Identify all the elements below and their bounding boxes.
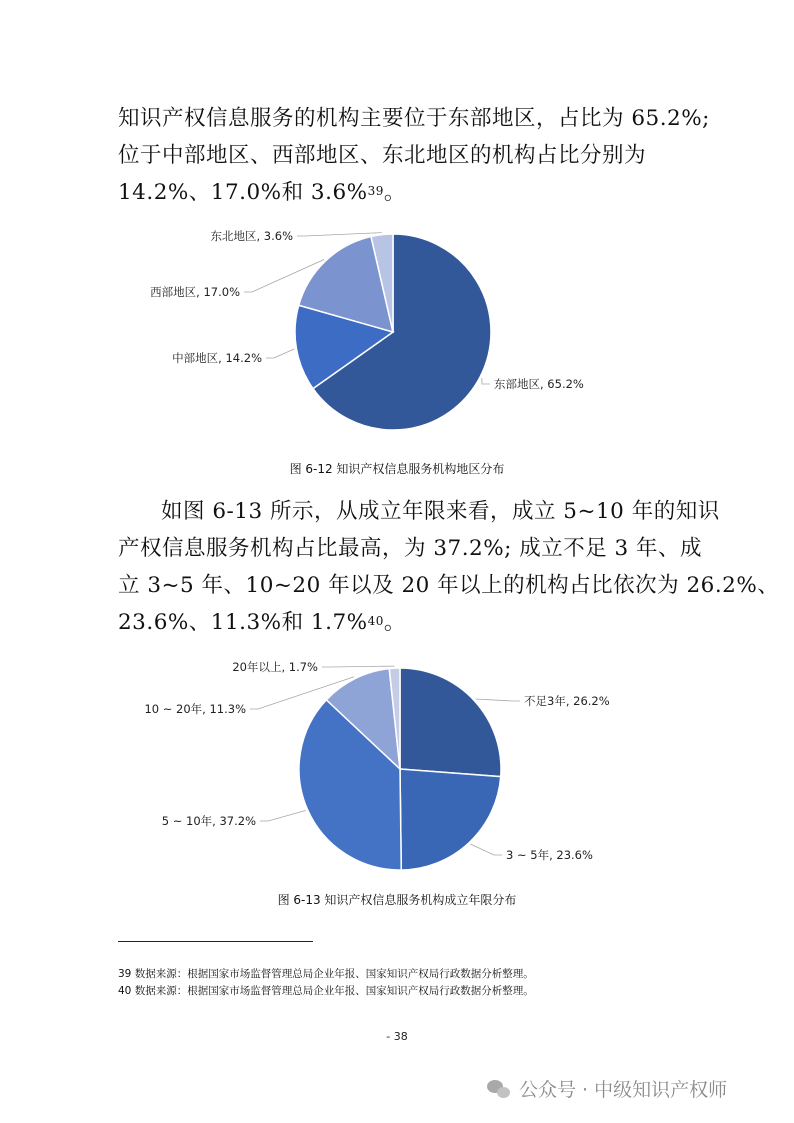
wechat-watermark [487,1075,727,1102]
footnote-separator [118,941,313,942]
paragraph-line: 知识产权信息服务的机构主要位于东部地区，占比为 65.2%; [118,106,710,131]
pie-leader-line [260,811,306,822]
pie-leader-line [266,349,294,358]
pie-label: 东部地区, 65.2% [494,377,584,391]
footnote-ref-39: 39 [367,184,384,198]
footnote-39: 39 数据来源：根据国家市场监督管理总局企业年报、国家知识产权局行政数据分析整理。 [118,968,534,980]
pie-slice [400,769,501,870]
region-pie-svg [0,222,794,444]
footnotes [118,966,534,1000]
wechat-icon [487,1079,511,1099]
pie-slice [400,668,501,777]
paragraph-line-text: 23.6%、11.3%和 1.7% [118,610,368,635]
pie-label: 东北地区, 3.6% [210,229,293,243]
footnote-40: 40 数据来源：根据国家市场监督管理总局企业年报、国家知识产权局行政数据分析整理。 [118,985,534,997]
pie-label: 中部地区, 14.2% [172,351,262,365]
footnote-ref-40: 40 [367,614,384,628]
pie-label: 20年以上, 1.7% [232,660,318,674]
paragraph-line: 位于中部地区、西部地区、东北地区的机构占比分别为 [118,143,647,168]
paragraph-line [118,604,678,641]
paragraph-line: 如图 6-13 所示，从成立年限来看，成立 5~10 年的知识 [161,499,720,524]
figure-caption-6-13: 图 6-13 知识产权信息服务机构成立年限分布 [277,893,517,907]
paragraph-line: 立 3~5 年、10~20 年以及 20 年以上的机构占比依次为 26.2%、 [118,573,780,598]
pie-label: 10 ~ 20年, 11.3% [144,702,246,716]
watermark-text: 公众号 · 中级知识产权师 [519,1079,728,1101]
pie-label: 不足3年, 26.2% [524,694,610,708]
pie-leader-line [322,666,395,667]
pie-label: 西部地区, 17.0% [150,285,240,299]
age-pie-chart [0,655,794,880]
paragraph-line: 产权信息服务机构占比最高，为 37.2%; 成立不足 3 年、成 [118,536,703,561]
pie-label: 5 ~ 10年, 37.2% [161,814,256,828]
pie-leader-line [482,378,490,384]
paragraph-line-text: 14.2%、17.0%和 3.6% [118,180,368,205]
paragraph-line-end: 。 [383,180,406,205]
pie-leader-line [471,844,503,855]
paragraph-line-end: 。 [383,610,406,635]
paragraph-line [118,174,678,211]
pie-leader-line [297,233,382,236]
paragraph-region-distribution [118,100,710,211]
pie-label: 3 ~ 5年, 23.6% [506,848,593,862]
paragraph-age-distribution [118,493,780,641]
page-number: - 38 [386,1030,408,1043]
region-pie-chart [0,222,794,444]
figure-caption-6-12: 图 6-12 知识产权信息服务机构地区分布 [289,462,505,476]
age-pie-svg [0,655,794,880]
pie-leader-line [476,699,521,701]
